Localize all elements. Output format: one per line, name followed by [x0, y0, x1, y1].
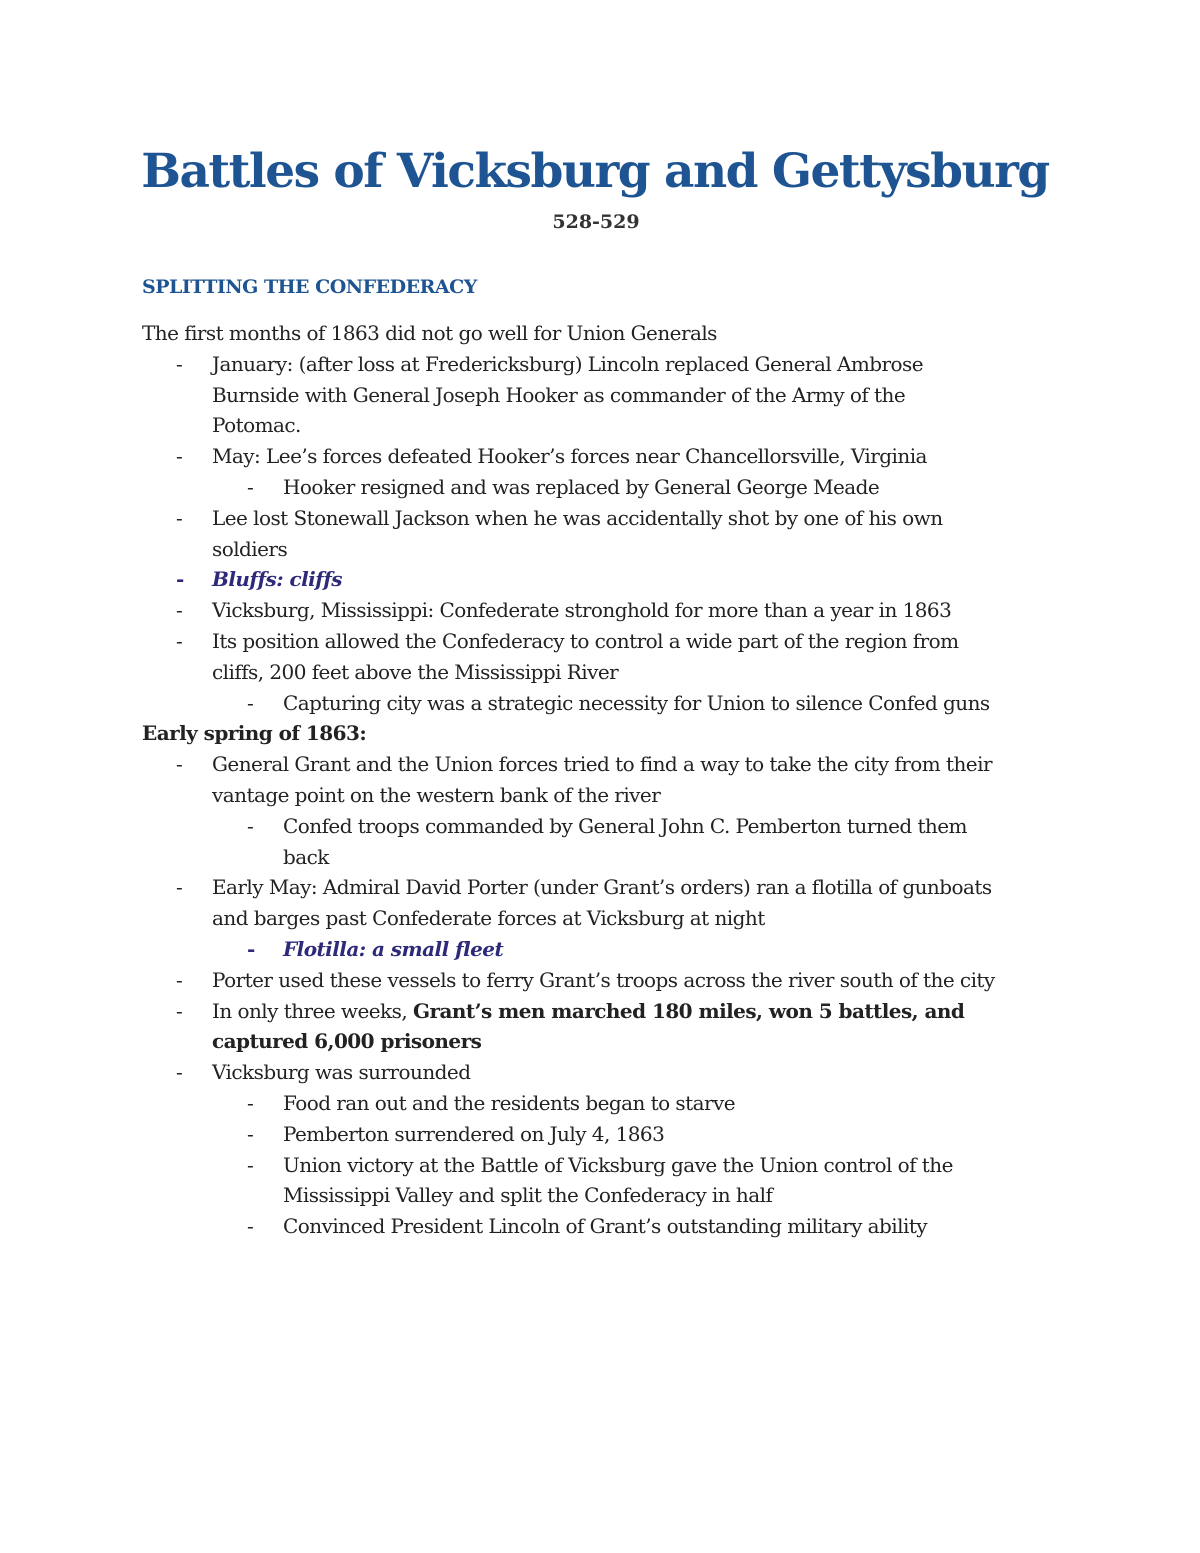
bullet-continuation: and barges past Confederate forces at Vicksburg at night [212, 906, 765, 931]
bullet-emphasis: Grant’s men marched 180 miles, won 5 battles, and [412, 998, 965, 1023]
subbullet-hooker [142, 472, 1062, 503]
bullet-dash: - [176, 598, 183, 623]
bullet-text: In only three weeks, [212, 998, 413, 1023]
term-flotilla [142, 934, 1062, 965]
section-heading: SPLITTING THE CONFEDERACY [142, 276, 477, 298]
bullet-grant [142, 749, 1062, 780]
bullet-text: Food ran out and the residents began to starve [283, 1090, 736, 1115]
bullet-dash: - [176, 875, 183, 900]
bullet-continuation: vantage point on the western bank of the river [212, 782, 661, 807]
bullet-dash: - [247, 1121, 254, 1146]
bullet-continuation: back [283, 844, 329, 869]
bullet-text: Its position allowed the Confederacy to control a wide part of the region from [212, 628, 959, 653]
bullet-text: Lee lost Stonewall Jackson when he was accidentally shot by one of his own [212, 505, 943, 530]
bullet-dash: - [247, 474, 254, 499]
bullet-dash: - [176, 444, 183, 469]
bullet-continuation: Potomac. [212, 413, 301, 438]
bullet-text: Hooker resigned and was replaced by General George Meade [283, 474, 880, 499]
bullet-text: Early May: Admiral David Porter (under Grant’s orders) ran a flotilla of gunboats [212, 875, 992, 900]
bullet-dash: - [176, 628, 183, 653]
bullet-dash: - [247, 1214, 254, 1239]
subbullet-food [142, 1088, 1062, 1119]
bullet-text: Union victory at the Battle of Vicksburg gave the Union control of the [283, 1152, 953, 1177]
bullet-porter [142, 965, 1062, 996]
bullet-january [142, 349, 1062, 380]
bullet-dash: - [176, 1060, 183, 1085]
bullet-jackson [142, 503, 1062, 534]
bullet-text: Pemberton surrendered on July 4, 1863 [283, 1121, 665, 1146]
bullet-continuation: soldiers [212, 536, 288, 561]
bullet-text: Vicksburg was surrounded [212, 1060, 471, 1085]
term-bluffs [142, 564, 1062, 595]
bullet-text: May: Lee’s forces defeated Hooker’s forces near Chancellorsville, Virginia [212, 444, 927, 469]
subbullet-pemberton [142, 1119, 1062, 1150]
subbullet-victory [142, 1150, 1062, 1181]
subheading-early-spring: Early spring of 1863: [142, 721, 367, 746]
bullet-dash: - [176, 505, 183, 530]
bullet-dash: - [176, 351, 183, 376]
page-range: 528-529 [552, 211, 640, 233]
subbullet-confed-troops [142, 811, 1062, 842]
bullet-dash: - [247, 690, 254, 715]
bullet-text: General Grant and the Union forces tried to find a way to take the city from their [212, 752, 992, 777]
bullet-dash: - [176, 567, 184, 592]
bullet-dash: - [247, 1090, 254, 1115]
subbullet-convinced [142, 1211, 1062, 1242]
bullet-surrounded [142, 1057, 1062, 1088]
intro-line: The first months of 1863 did not go well for Union Generals [142, 321, 717, 345]
subbullet-capturing [142, 688, 1062, 719]
bullet-early-may [142, 872, 1062, 903]
bullet-dash: - [176, 998, 183, 1023]
bullet-text: Porter used these vessels to ferry Grant’s troops across the river south of the city [212, 967, 995, 992]
bullet-continuation: captured 6,000 prisoners [212, 1029, 482, 1054]
bullet-text: Capturing city was a strategic necessity for Union to silence Confed guns [283, 690, 990, 715]
bullet-dash: - [176, 752, 183, 777]
bullet-continuation: Mississippi Valley and split the Confederacy in half [283, 1183, 773, 1208]
bullet-vicksburg [142, 595, 1062, 626]
bullet-dash: - [247, 936, 255, 961]
bullet-dash: - [247, 1152, 254, 1177]
term-definition: Flotilla: a small fleet [283, 936, 504, 961]
notes-body [142, 318, 1062, 1242]
bullet-dash: - [176, 967, 183, 992]
bullet-may [142, 441, 1062, 472]
bullet-text: Vicksburg, Mississippi: Confederate stronghold for more than a year in 1863 [212, 598, 952, 623]
bullet-position [142, 626, 1062, 657]
bullet-three-weeks [142, 996, 1062, 1027]
bullet-text: Convinced President Lincoln of Grant’s outstanding military ability [283, 1214, 928, 1239]
bullet-text: Confed troops commanded by General John C. Pemberton turned them [283, 813, 967, 838]
bullet-text: January: (after loss at Fredericksburg) Lincoln replaced General Ambrose [212, 351, 924, 376]
bullet-dash: - [247, 813, 254, 838]
bullet-continuation: Burnside with General Joseph Hooker as commander of the Army of the [212, 382, 906, 407]
document-title: Battles of Vicksburg and Gettysburg [141, 144, 1049, 199]
bullet-continuation: cliffs, 200 feet above the Mississippi River [212, 659, 619, 684]
term-definition: Bluffs: cliffs [212, 567, 342, 592]
